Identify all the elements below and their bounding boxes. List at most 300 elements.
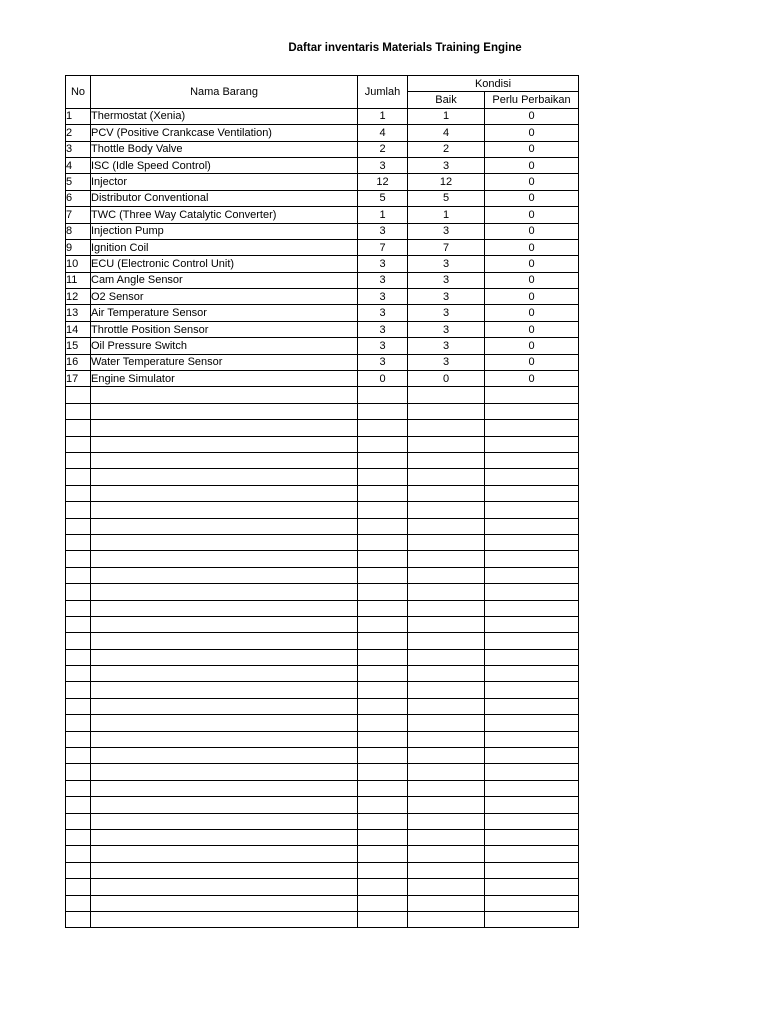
empty-cell [485, 436, 579, 452]
empty-cell [408, 485, 485, 501]
table-row [66, 305, 579, 321]
cell-perlu-perbaikan: 0 [485, 371, 579, 387]
empty-cell [91, 616, 358, 632]
cell-jumlah: 7 [358, 239, 408, 255]
empty-cell [485, 846, 579, 862]
empty-cell [358, 911, 408, 927]
empty-cell [408, 403, 485, 419]
empty-cell [358, 584, 408, 600]
empty-table-row [66, 698, 579, 714]
empty-cell [91, 682, 358, 698]
empty-cell [485, 829, 579, 845]
empty-cell [408, 534, 485, 550]
empty-cell [408, 584, 485, 600]
empty-cell [358, 666, 408, 682]
inventory-table [65, 75, 579, 928]
table-row [66, 108, 579, 124]
empty-cell [91, 862, 358, 878]
empty-cell [91, 452, 358, 468]
empty-cell [485, 534, 579, 550]
empty-cell [66, 485, 91, 501]
empty-cell [485, 797, 579, 813]
empty-cell [485, 764, 579, 780]
empty-cell [91, 698, 358, 714]
empty-cell [66, 731, 91, 747]
cell-jumlah: 12 [358, 174, 408, 190]
cell-no: 17 [66, 371, 91, 387]
empty-cell [66, 403, 91, 419]
empty-cell [91, 584, 358, 600]
cell-nama-barang: TWC (Three Way Catalytic Converter) [91, 207, 358, 223]
empty-table-row [66, 633, 579, 649]
cell-nama-barang: Thermostat (Xenia) [91, 108, 358, 124]
cell-no: 12 [66, 289, 91, 305]
table-body [66, 108, 579, 928]
cell-nama-barang: Oil Pressure Switch [91, 338, 358, 354]
empty-table-row [66, 452, 579, 468]
cell-baik: 3 [408, 223, 485, 239]
empty-cell [358, 387, 408, 403]
empty-cell [408, 813, 485, 829]
cell-baik: 3 [408, 305, 485, 321]
cell-no: 15 [66, 338, 91, 354]
empty-cell [66, 829, 91, 845]
empty-cell [91, 551, 358, 567]
header-jumlah: Jumlah [358, 76, 408, 109]
cell-no: 7 [66, 207, 91, 223]
empty-cell [485, 911, 579, 927]
empty-cell [91, 534, 358, 550]
empty-cell [66, 567, 91, 583]
empty-cell [408, 764, 485, 780]
cell-jumlah: 2 [358, 141, 408, 157]
empty-cell [485, 616, 579, 632]
empty-table-row [66, 846, 579, 862]
empty-cell [485, 862, 579, 878]
empty-table-row [66, 731, 579, 747]
cell-perlu-perbaikan: 0 [485, 141, 579, 157]
empty-cell [408, 879, 485, 895]
empty-cell [66, 764, 91, 780]
cell-nama-barang: Thottle Body Valve [91, 141, 358, 157]
empty-cell [485, 600, 579, 616]
empty-cell [358, 600, 408, 616]
empty-cell [408, 715, 485, 731]
empty-cell [66, 452, 91, 468]
empty-cell [91, 502, 358, 518]
empty-cell [408, 780, 485, 796]
empty-cell [485, 780, 579, 796]
empty-cell [358, 420, 408, 436]
empty-cell [66, 649, 91, 665]
empty-cell [91, 567, 358, 583]
empty-cell [485, 518, 579, 534]
empty-cell [485, 813, 579, 829]
cell-baik: 3 [408, 289, 485, 305]
empty-table-row [66, 551, 579, 567]
cell-perlu-perbaikan: 0 [485, 321, 579, 337]
table-row [66, 125, 579, 141]
cell-baik: 3 [408, 157, 485, 173]
empty-cell [91, 813, 358, 829]
cell-nama-barang: Ignition Coil [91, 239, 358, 255]
empty-table-row [66, 829, 579, 845]
empty-cell [485, 584, 579, 600]
empty-cell [485, 551, 579, 567]
cell-baik: 3 [408, 272, 485, 288]
cell-nama-barang: Injection Pump [91, 223, 358, 239]
empty-cell [91, 403, 358, 419]
empty-cell [66, 502, 91, 518]
empty-cell [358, 403, 408, 419]
empty-cell [91, 649, 358, 665]
cell-baik: 5 [408, 190, 485, 206]
empty-cell [66, 469, 91, 485]
header-no: No [66, 76, 91, 109]
empty-table-row [66, 485, 579, 501]
empty-cell [408, 502, 485, 518]
empty-cell [91, 633, 358, 649]
empty-table-row [66, 797, 579, 813]
cell-perlu-perbaikan: 0 [485, 354, 579, 370]
cell-nama-barang: Distributor Conventional [91, 190, 358, 206]
empty-cell [408, 518, 485, 534]
cell-baik: 3 [408, 256, 485, 272]
empty-cell [358, 698, 408, 714]
table-header-row [66, 76, 579, 92]
empty-cell [66, 551, 91, 567]
header-perlu-perbaikan: Perlu Perbaikan [485, 92, 579, 108]
empty-cell [408, 551, 485, 567]
empty-cell [91, 797, 358, 813]
table-row [66, 272, 579, 288]
cell-perlu-perbaikan: 0 [485, 338, 579, 354]
empty-cell [485, 502, 579, 518]
header-kondisi: Kondisi [408, 76, 579, 92]
empty-cell [408, 600, 485, 616]
cell-nama-barang: Cam Angle Sensor [91, 272, 358, 288]
empty-cell [485, 649, 579, 665]
table-row [66, 190, 579, 206]
empty-cell [66, 420, 91, 436]
cell-no: 11 [66, 272, 91, 288]
empty-cell [408, 420, 485, 436]
cell-no: 6 [66, 190, 91, 206]
empty-cell [358, 534, 408, 550]
empty-cell [66, 879, 91, 895]
empty-cell [485, 666, 579, 682]
cell-nama-barang: ISC (Idle Speed Control) [91, 157, 358, 173]
empty-cell [66, 534, 91, 550]
empty-cell [408, 846, 485, 862]
cell-perlu-perbaikan: 0 [485, 207, 579, 223]
empty-cell [358, 813, 408, 829]
empty-cell [408, 731, 485, 747]
table-row [66, 256, 579, 272]
cell-nama-barang: Engine Simulator [91, 371, 358, 387]
empty-cell [66, 813, 91, 829]
table-row [66, 174, 579, 190]
cell-no: 10 [66, 256, 91, 272]
cell-jumlah: 1 [358, 207, 408, 223]
empty-cell [358, 616, 408, 632]
cell-baik: 1 [408, 207, 485, 223]
empty-cell [91, 879, 358, 895]
empty-cell [408, 797, 485, 813]
empty-cell [358, 436, 408, 452]
empty-table-row [66, 403, 579, 419]
cell-nama-barang: Air Temperature Sensor [91, 305, 358, 321]
cell-no: 14 [66, 321, 91, 337]
empty-cell [66, 715, 91, 731]
cell-no: 3 [66, 141, 91, 157]
empty-cell [91, 485, 358, 501]
empty-cell [485, 748, 579, 764]
empty-cell [91, 436, 358, 452]
cell-perlu-perbaikan: 0 [485, 174, 579, 190]
header-nama-barang: Nama Barang [91, 76, 358, 109]
empty-cell [485, 633, 579, 649]
empty-cell [358, 797, 408, 813]
cell-jumlah: 3 [358, 321, 408, 337]
empty-cell [66, 633, 91, 649]
cell-baik: 2 [408, 141, 485, 157]
empty-cell [91, 715, 358, 731]
cell-no: 2 [66, 125, 91, 141]
empty-cell [66, 780, 91, 796]
empty-cell [66, 666, 91, 682]
empty-table-row [66, 879, 579, 895]
table-row [66, 338, 579, 354]
empty-cell [408, 469, 485, 485]
empty-cell [408, 567, 485, 583]
cell-nama-barang: O2 Sensor [91, 289, 358, 305]
cell-baik: 1 [408, 108, 485, 124]
empty-table-row [66, 518, 579, 534]
cell-perlu-perbaikan: 0 [485, 125, 579, 141]
empty-table-row [66, 911, 579, 927]
empty-table-row [66, 436, 579, 452]
cell-jumlah: 4 [358, 125, 408, 141]
header-baik: Baik [408, 92, 485, 108]
empty-table-row [66, 502, 579, 518]
empty-cell [358, 518, 408, 534]
table-row [66, 289, 579, 305]
empty-cell [358, 485, 408, 501]
empty-cell [485, 567, 579, 583]
empty-table-row [66, 469, 579, 485]
empty-table-row [66, 420, 579, 436]
cell-no: 13 [66, 305, 91, 321]
empty-cell [66, 600, 91, 616]
cell-jumlah: 3 [358, 256, 408, 272]
document-title: Daftar inventaris Materials Training Engine [288, 42, 522, 54]
empty-cell [358, 649, 408, 665]
empty-cell [485, 715, 579, 731]
empty-cell [358, 829, 408, 845]
empty-cell [91, 469, 358, 485]
empty-cell [358, 846, 408, 862]
empty-cell [66, 862, 91, 878]
empty-table-row [66, 387, 579, 403]
cell-nama-barang: Throttle Position Sensor [91, 321, 358, 337]
table-row [66, 239, 579, 255]
table-row [66, 141, 579, 157]
table-row [66, 371, 579, 387]
empty-cell [66, 616, 91, 632]
empty-table-row [66, 567, 579, 583]
empty-cell [408, 666, 485, 682]
empty-cell [91, 666, 358, 682]
empty-table-row [66, 649, 579, 665]
cell-no: 16 [66, 354, 91, 370]
empty-cell [485, 403, 579, 419]
empty-cell [485, 452, 579, 468]
empty-cell [91, 600, 358, 616]
empty-cell [66, 895, 91, 911]
cell-jumlah: 3 [358, 157, 408, 173]
empty-cell [66, 584, 91, 600]
empty-cell [91, 420, 358, 436]
cell-jumlah: 3 [358, 272, 408, 288]
table-row [66, 157, 579, 173]
empty-cell [91, 518, 358, 534]
cell-perlu-perbaikan: 0 [485, 157, 579, 173]
empty-table-row [66, 682, 579, 698]
empty-cell [91, 780, 358, 796]
empty-cell [91, 731, 358, 747]
empty-cell [66, 698, 91, 714]
cell-perlu-perbaikan: 0 [485, 272, 579, 288]
empty-table-row [66, 780, 579, 796]
empty-cell [91, 895, 358, 911]
empty-cell [91, 911, 358, 927]
cell-jumlah: 3 [358, 289, 408, 305]
empty-cell [66, 911, 91, 927]
empty-cell [408, 387, 485, 403]
cell-perlu-perbaikan: 0 [485, 223, 579, 239]
cell-nama-barang: Injector [91, 174, 358, 190]
empty-cell [485, 682, 579, 698]
empty-table-row [66, 862, 579, 878]
cell-jumlah: 3 [358, 223, 408, 239]
empty-cell [358, 731, 408, 747]
empty-cell [358, 764, 408, 780]
cell-baik: 3 [408, 321, 485, 337]
empty-table-row [66, 584, 579, 600]
empty-table-row [66, 764, 579, 780]
empty-cell [408, 633, 485, 649]
empty-table-row [66, 600, 579, 616]
empty-cell [485, 731, 579, 747]
table-row [66, 321, 579, 337]
cell-perlu-perbaikan: 0 [485, 305, 579, 321]
empty-cell [66, 518, 91, 534]
cell-perlu-perbaikan: 0 [485, 108, 579, 124]
empty-cell [91, 829, 358, 845]
empty-cell [358, 452, 408, 468]
empty-cell [66, 682, 91, 698]
empty-cell [408, 829, 485, 845]
empty-cell [408, 748, 485, 764]
empty-cell [66, 748, 91, 764]
empty-cell [358, 715, 408, 731]
empty-cell [485, 469, 579, 485]
empty-cell [485, 698, 579, 714]
empty-cell [408, 616, 485, 632]
empty-cell [91, 846, 358, 862]
cell-baik: 12 [408, 174, 485, 190]
cell-jumlah: 1 [358, 108, 408, 124]
empty-table-row [66, 534, 579, 550]
empty-cell [91, 748, 358, 764]
cell-baik: 3 [408, 354, 485, 370]
empty-table-row [66, 895, 579, 911]
empty-cell [66, 436, 91, 452]
empty-table-row [66, 748, 579, 764]
cell-baik: 4 [408, 125, 485, 141]
cell-baik: 3 [408, 338, 485, 354]
empty-table-row [66, 616, 579, 632]
empty-cell [408, 649, 485, 665]
cell-jumlah: 5 [358, 190, 408, 206]
empty-table-row [66, 715, 579, 731]
cell-no: 9 [66, 239, 91, 255]
empty-cell [408, 862, 485, 878]
cell-jumlah: 3 [358, 354, 408, 370]
cell-jumlah: 3 [358, 305, 408, 321]
empty-cell [358, 551, 408, 567]
cell-nama-barang: Water Temperature Sensor [91, 354, 358, 370]
empty-cell [358, 682, 408, 698]
cell-jumlah: 3 [358, 338, 408, 354]
empty-cell [358, 567, 408, 583]
empty-cell [358, 633, 408, 649]
empty-cell [66, 846, 91, 862]
table-row [66, 223, 579, 239]
empty-cell [358, 895, 408, 911]
cell-no: 8 [66, 223, 91, 239]
empty-cell [358, 780, 408, 796]
empty-cell [358, 748, 408, 764]
empty-table-row [66, 813, 579, 829]
cell-no: 4 [66, 157, 91, 173]
empty-cell [408, 436, 485, 452]
empty-cell [358, 879, 408, 895]
empty-table-row [66, 666, 579, 682]
empty-cell [485, 420, 579, 436]
empty-cell [408, 895, 485, 911]
empty-cell [358, 862, 408, 878]
cell-baik: 0 [408, 371, 485, 387]
empty-cell [485, 895, 579, 911]
empty-cell [66, 797, 91, 813]
cell-perlu-perbaikan: 0 [485, 239, 579, 255]
empty-cell [91, 387, 358, 403]
cell-nama-barang: ECU (Electronic Control Unit) [91, 256, 358, 272]
cell-no: 5 [66, 174, 91, 190]
cell-no: 1 [66, 108, 91, 124]
cell-perlu-perbaikan: 0 [485, 190, 579, 206]
empty-cell [91, 764, 358, 780]
empty-cell [485, 879, 579, 895]
empty-cell [408, 911, 485, 927]
empty-cell [408, 682, 485, 698]
empty-cell [485, 485, 579, 501]
table-row [66, 354, 579, 370]
empty-cell [358, 502, 408, 518]
cell-nama-barang: PCV (Positive Crankcase Ventilation) [91, 125, 358, 141]
